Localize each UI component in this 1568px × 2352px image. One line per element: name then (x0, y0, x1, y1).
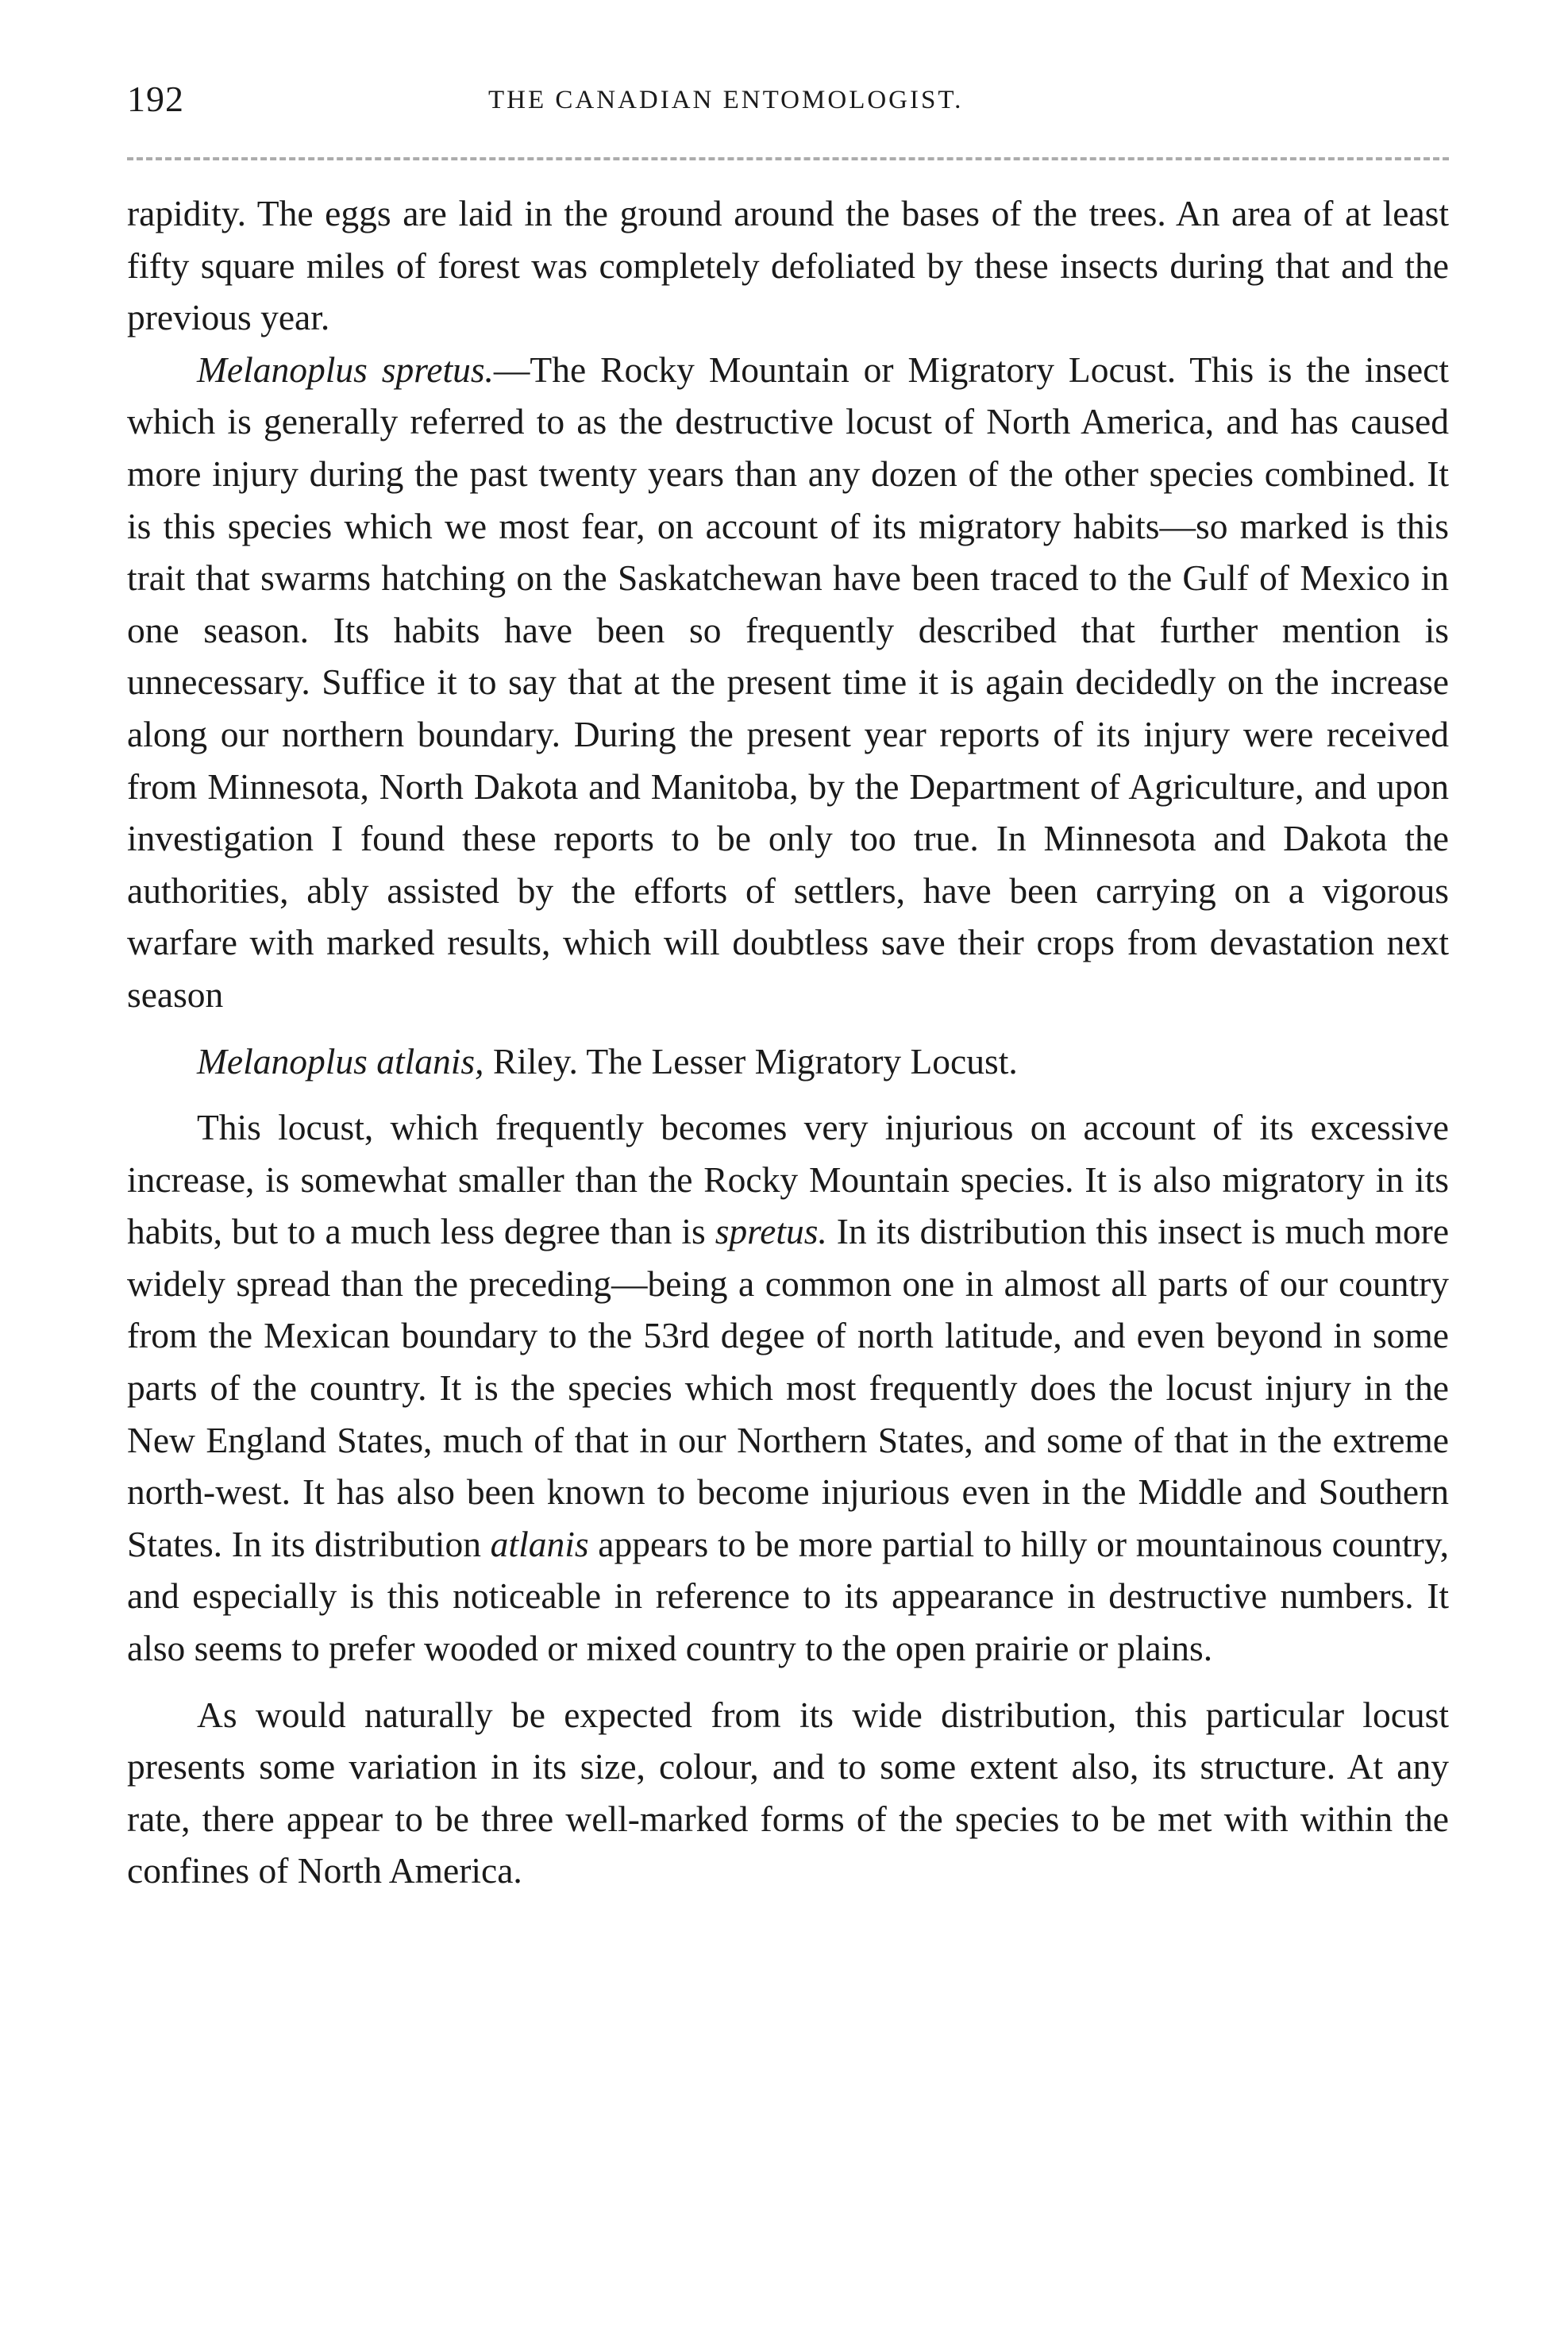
paragraph-text: In its distribution this insect is much more widely spread than the preceding—being a common one in almost all parts of our country from the Mexican boundary to the 53rd degee of north latitude, and even beyond in some parts of the country. It is the species which most frequently does the locust injury in the New England States, much of that in our Northern States, and some of that in the extreme north-west. It has also been known to become injurious even in the Middle and Southern States. In its distribution (127, 1211, 1450, 1564)
species-epithet: atlanis (490, 1523, 589, 1564)
paragraph-variation (127, 1689, 1449, 1897)
paragraph-melanoplus-atlanis-heading (127, 1035, 1449, 1088)
page-number: 192 (127, 79, 184, 119)
running-title: THE CANADIAN ENTOMOLOGIST. (488, 86, 964, 114)
paragraph-text: This locust, which frequently becomes very injurious on account of its excessive increase, is somewhat smaller than the Rocky Mountain species. It is also migratory in its habits, but to a much less degree than is (127, 1107, 1449, 1252)
paragraph-text: As would naturally be expected from its wide distribution, this particular locust presents some variation in its size, colour, and to some extent also, its structure. At any rate, there appear to be three well-marked forms of the species to be met with within the confines of North America. (127, 1694, 1449, 1891)
species-name: Melanoplus atlanis, (197, 1040, 484, 1082)
paragraph-text: rapidity. The eggs are laid in the ground around the bases of the trees. An area of at least fifty square miles of forest was completely defoliated by these insects during that and the previous year. (127, 193, 1449, 338)
paragraph-text: Riley. The Lesser Migratory Locust. (483, 1040, 1018, 1082)
page-header (127, 78, 1449, 141)
paragraph-text: appears to be more partial to hilly or mountainous country, and especially is this noticeable in reference to its appearance in destructive numbers. It also seems to prefer wooded or mixed country to the open prairie or plains. (127, 1523, 1449, 1669)
paragraph-atlanis-description (127, 1101, 1449, 1675)
header-rule (127, 157, 1449, 160)
species-epithet: spretus. (715, 1211, 827, 1252)
paragraph-continuation (127, 187, 1449, 344)
body-text (127, 187, 1449, 1897)
species-name: Melanoplus spretus. (197, 349, 494, 390)
paragraph-melanoplus-spretus (127, 344, 1449, 1021)
paragraph-text: —The Rocky Mountain or Migratory Locust. This is the insect which is generally referred to as the destructive locust of North America, and has caused more injury during the past twenty years than any dozen of the other species combined. It is this species which we most fear, on account of its migratory habits—so marked is this trait that swarms hatching on the Saskatchewan have been traced to the Gulf of Mexico in one season. Its habits have been so frequently described that further mention is unnecessary. Suffice it to say that at the present time it is again decidedly on the increase along our northern boundary. During the present year reports of its injury were received from Minnesota, North Dakota and Manitoba, by the Department of Agriculture, and upon investigation I found these reports to be only too true. In Minnesota and Dakota the authorities, ably assisted by the efforts of settlers, have been carrying on a vigorous warfare with marked results, which will doubtless save their crops from devastation next season (127, 349, 1450, 1015)
